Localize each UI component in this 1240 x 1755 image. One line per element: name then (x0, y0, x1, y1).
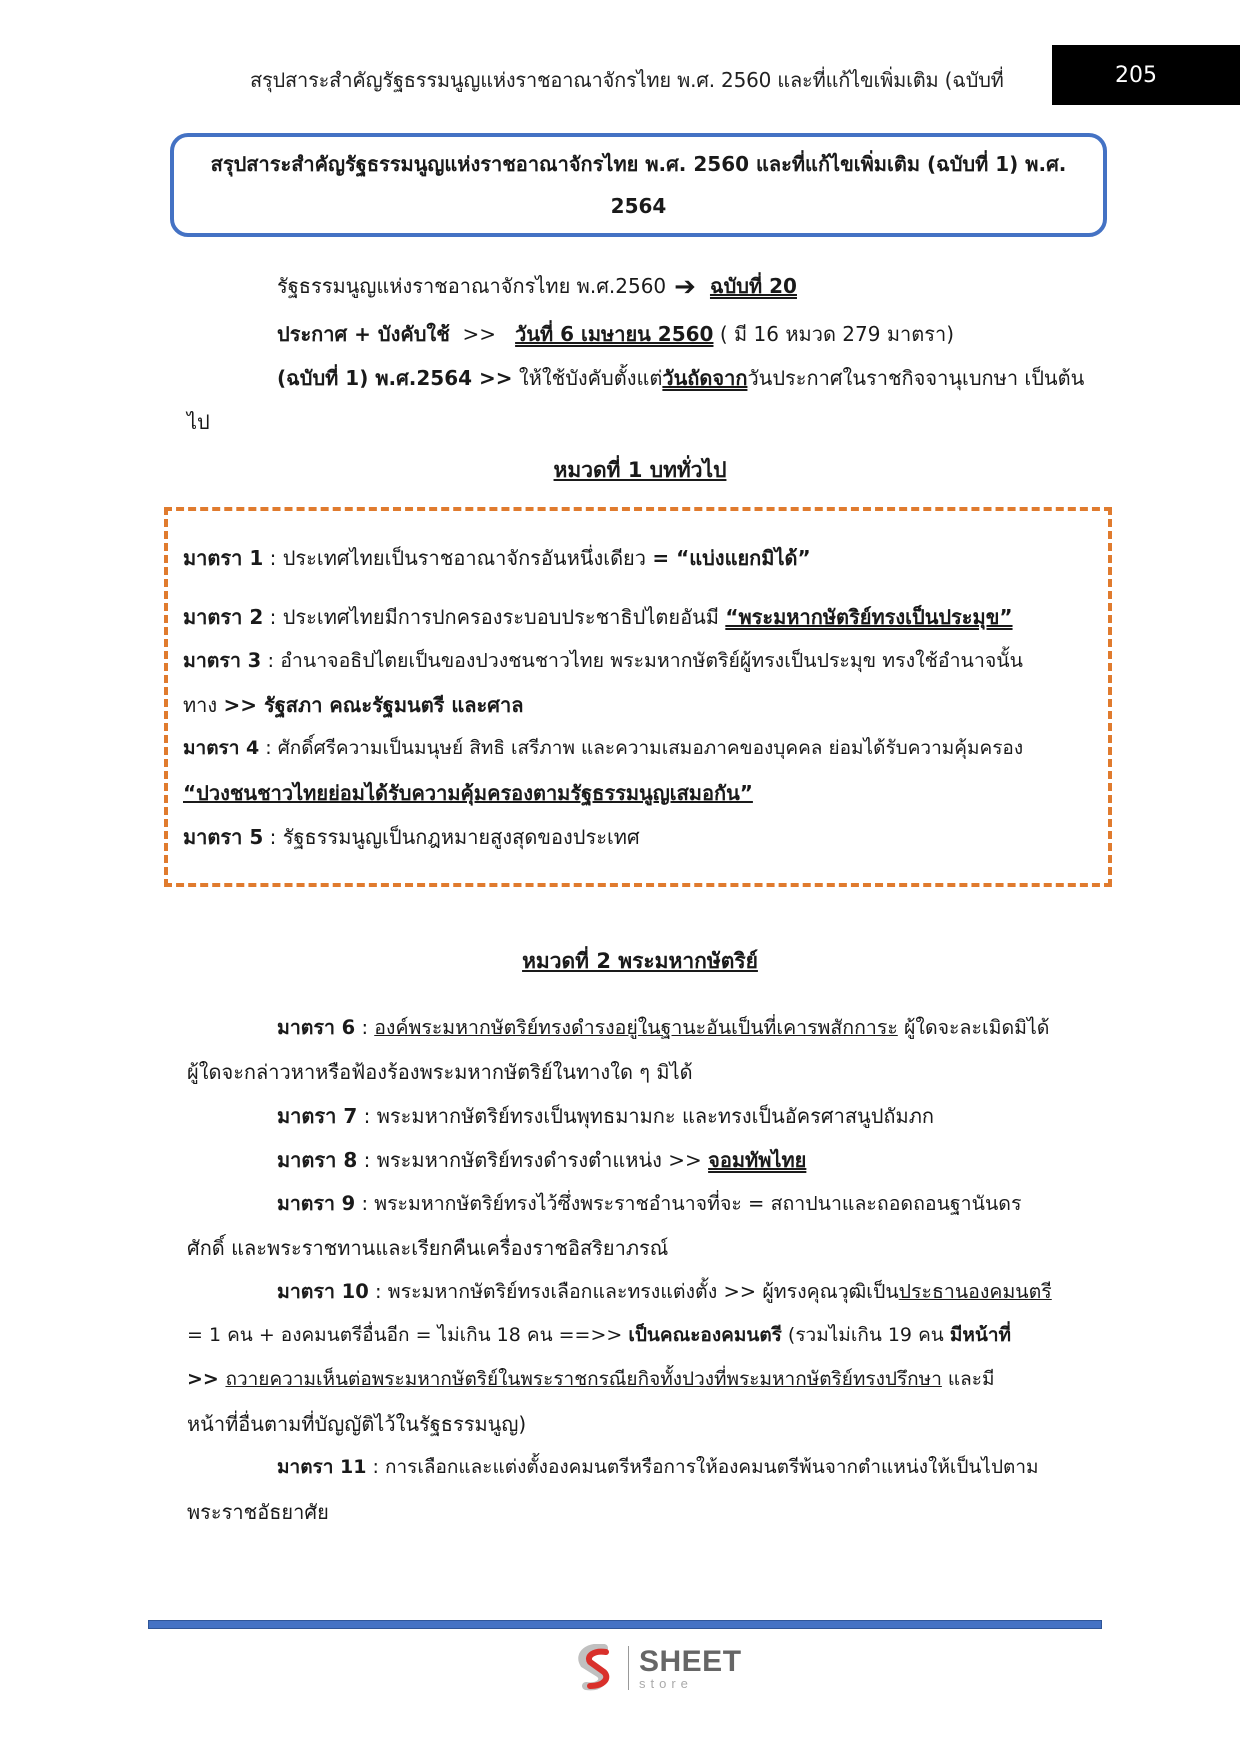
intro-line-1: รัฐธรรมนูญแห่งราชอาณาจักรไทย พ.ศ.2560 ➔ ฉบับที่ 20 (277, 272, 797, 302)
intro-line-3-wrap: ไป (187, 410, 210, 434)
chapter-2-heading: หมวดที่ 2 พระมหากษัตริย์ (522, 949, 758, 973)
chapter-1-heading: หมวดที่ 1 บททั่วไป (553, 458, 727, 482)
section-10-line-2: = 1 คน + องคมนตรีอื่นอีก = ไม่เกิน 18 คน ==>> เป็นคณะองคมนตรี (รวมไม่เกิน 19 คน มีหน้าที่ (187, 1324, 1012, 1346)
section-10-line-3: >> ถวายความเห็นต่อพระมหากษัตริย์ในพระราชกรณียกิจทั้งปวงที่พระมหากษัตริย์ทรงปรึกษา และมี (187, 1368, 995, 1390)
section-11-wrap: พระราชอัธยาศัย (187, 1500, 329, 1524)
section-11: มาตรา 11 : การเลือกและแต่งตั้งองคมนตรีหรือการให้องคมนตรีพ้นจากตำแหน่งให้เป็นไปตาม (277, 1456, 1039, 1478)
intro-line-2: ประกาศ + บังคับใช้ >> วันที่ 6 เมษายน 2560 ( มี 16 หมวด 279 มาตรา) (277, 322, 955, 346)
section-2: มาตรา 2 : ประเทศไทยมีการปกครองระบอบประชาธิปไตยอันมี “พระมหากษัตริย์ทรงเป็นประมุข” (183, 605, 1013, 629)
page-number: 205 (1052, 45, 1240, 105)
arrow-right-icon: ➔ (674, 272, 696, 302)
running-header: สรุปสาระสำคัญรัฐธรรมนูญแห่งราชอาณาจักรไทย พ.ศ. 2560 และที่แก้ไขเพิ่มเติม (ฉบับที่ (250, 68, 1004, 92)
title-line-2: 2564 (610, 194, 667, 218)
section-10: มาตรา 10 : พระมหากษัตริย์ทรงเลือกและทรงแต่งตั้ง >> ผู้ทรงคุณวุฒิเป็นประธานองคมนตรี (277, 1280, 1052, 1303)
section-4: มาตรา 4 : ศักดิ์ศรีความเป็นมนุษย์ สิทธิ เสรีภาพ และความเสมอภาคของบุคคล ย่อมได้รับความคุ้มครอง (183, 737, 1024, 759)
logo-text-sub: store (639, 1675, 693, 1691)
section-3: มาตรา 3 : อำนาจอธิปไตยเป็นของปวงชนชาวไทย พระมหากษัตริย์ผู้ทรงเป็นประมุข ทรงใช้อำนาจนั้น (183, 649, 1023, 672)
enactment-date: วันที่ 6 เมษายน 2560 (515, 322, 714, 346)
logo-text-main: SHEET (639, 1644, 742, 1678)
title-line-1: สรุปสาระสำคัญรัฐธรรมนูญแห่งราชอาณาจักรไทย พ.ศ. 2560 และที่แก้ไขเพิ่มเติม (ฉบับที่ 1) พ.ศ. (210, 152, 1067, 176)
section-6-wrap: ผู้ใดจะกล่าวหาหรือฟ้องร้องพระมหากษัตริย์ในทางใด ๆ มิได้ (187, 1060, 693, 1084)
edition-number: ฉบับที่ 20 (709, 274, 797, 298)
section-4-quote: “ปวงชนชาวไทยย่อมได้รับความคุ้มครองตามรัฐธรรมนูญเสมอกัน” (183, 781, 753, 805)
title-box (170, 133, 1107, 237)
logo-divider (628, 1646, 629, 1690)
section-6: มาตรา 6 : องค์พระมหากษัตริย์ทรงดำรงอยู่ในฐานะอันเป็นที่เคารพสักการะ ผู้ใดจะละเมิดมิได้ (277, 1016, 1050, 1039)
sheet-store-logo (574, 1643, 742, 1693)
section-5: มาตรา 5 : รัฐธรรมนูญเป็นกฎหมายสูงสุดของประเทศ (183, 825, 640, 849)
section-3-wrap: ทาง >> รัฐสภา คณะรัฐมนตรี และศาล (183, 693, 524, 717)
section-9-wrap: ศักดิ์ และพระราชทานและเรียกคืนเครื่องราชอิสริยาภรณ์ (187, 1236, 669, 1260)
logo-s-icon (574, 1644, 618, 1692)
footer-bar (148, 1620, 1102, 1629)
section-10-line-4: หน้าที่อื่นตามที่บัญญัติไว้ในรัฐธรรมนูญ) (187, 1412, 527, 1436)
section-7: มาตรา 7 : พระมหากษัตริย์ทรงเป็นพุทธมามกะ และทรงเป็นอัครศาสนูปถัมภก (277, 1104, 935, 1128)
intro-line-3: (ฉบับที่ 1) พ.ศ.2564 >> ให้ใช้บังคับตั้งแต่วันถัดจากวันประกาศในราชกิจจานุเบกษา เป็นต้น (277, 366, 1085, 390)
section-9: มาตรา 9 : พระมหากษัตริย์ทรงไว้ซึ่งพระราชอำนาจที่จะ = สถาปนาและถอดถอนฐานันดร (277, 1192, 1022, 1215)
section-8: มาตรา 8 : พระมหากษัตริย์ทรงดำรงตำแหน่ง >> จอมทัพไทย (277, 1148, 807, 1172)
section-1: มาตรา 1 : ประเทศไทยเป็นราชอาณาจักรอันหนึ่งเดียว = “แบ่งแยกมิได้” (183, 546, 811, 570)
